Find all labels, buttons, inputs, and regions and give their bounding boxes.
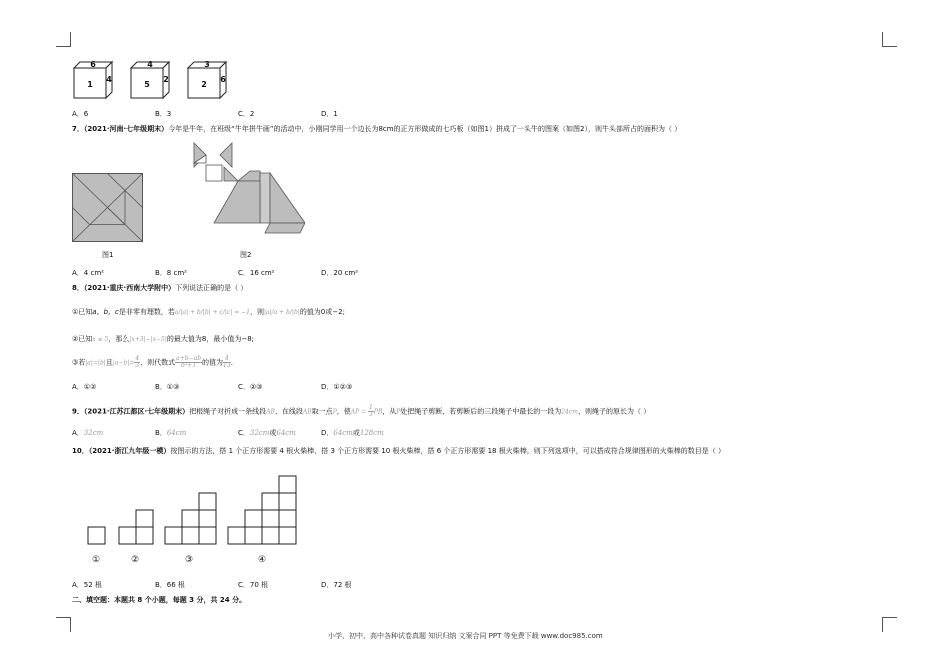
q10-stem [72, 447, 725, 456]
q10-option-d[interactable]: D．72 根 [321, 581, 352, 589]
figure-label-1: ① [92, 555, 101, 565]
q9-option-d[interactable] [321, 428, 384, 438]
cube-3-side: 6 [220, 75, 226, 84]
q9-stem [72, 405, 650, 418]
option-letter: A． [72, 429, 84, 437]
q8-statement-2 [72, 335, 254, 344]
cube-1-side: 4 [106, 75, 112, 84]
q8-s3-frac-expr [175, 356, 202, 369]
frac-den: b²+1 [181, 362, 197, 369]
q7-option-c[interactable]: C．16 cm² [238, 269, 275, 277]
q8-s1-formula: a/|a| + b/|b| + c/|c| = −1 [174, 309, 250, 316]
q9-text-d: ，使 [336, 407, 351, 416]
frac-num: 4 [224, 355, 229, 362]
q8-s1-then: ，则 [250, 308, 264, 316]
q9-math-ap: AP = [350, 408, 368, 416]
figure-label-4: ④ [258, 555, 267, 565]
option-value-2: 64cm [276, 429, 296, 437]
q8-source: （2021·重庆·西南大学附中） [83, 284, 176, 292]
cube-figures [70, 58, 240, 104]
q7-option-b[interactable]: B．8 cm² [155, 269, 187, 277]
tangram-figure-2 [190, 141, 305, 241]
q8-s3-end: ． [230, 358, 238, 367]
q9-text-f: 处把绳子剪断，若剪断后的三段绳子中最长的一段为 [400, 407, 562, 416]
q6-option-b[interactable]: B．3 [155, 110, 172, 118]
q9-source: （2021·江苏江都区·七年级期末） [83, 407, 190, 416]
q8-s1-expr: |a|/a + b/|b| [264, 309, 300, 316]
q7-option-d[interactable]: D．20 cm² [321, 269, 358, 277]
q8-s2-lead: ②已知 [72, 335, 93, 343]
q8-s2-then: ，那么 [108, 335, 130, 343]
q9-text-e: ，从 [382, 407, 397, 416]
figure-label-3: ③ [185, 555, 194, 565]
q10-number: 10． [72, 447, 89, 455]
q8-number: 8． [72, 284, 84, 292]
crop-mark-bottom-left [56, 617, 71, 632]
q9-math-pb: PB [373, 408, 383, 416]
q8-s3-value-label: 的值为 [202, 358, 224, 367]
crop-mark-bottom-right [882, 617, 897, 632]
q8-s1-vars: a，b，c [92, 308, 119, 316]
q6-option-c[interactable]: C．2 [238, 110, 255, 118]
bull-horn-right [220, 143, 232, 167]
figure-label-2: ② [131, 555, 140, 565]
option-letter: D． [321, 429, 334, 437]
q8-s3-lead: ③若 [72, 358, 86, 367]
cube-1-front: 1 [87, 80, 93, 89]
q7-text: 今年是牛年，在班级“牛年拼牛画”的活动中，小刚同学用一个边长为8cm的正方形做成的七巧板（如图1）拼成了一头牛的图案（如图2），则牛头部所占的面积为（ ） [168, 125, 682, 133]
q8-option-c[interactable]: C．②③ [238, 383, 263, 391]
option-value: 64cm [166, 429, 187, 437]
q9-text-c: 取一点 [311, 407, 333, 416]
q8-s3-cond2: |a−b|= [112, 359, 135, 367]
q6-option-a[interactable]: A．6 [72, 110, 89, 118]
q9-text-b: ，在线段 [274, 407, 303, 416]
q10-option-b[interactable]: B．66 根 [155, 581, 185, 589]
option-or: 或 [269, 429, 277, 437]
frac-den: 3 [135, 362, 140, 369]
q8-s2-expr: |x+3|−|x−5| [129, 336, 167, 343]
q10-source: （2021·浙江九年级一模） [88, 447, 171, 455]
crop-mark-top-right [882, 32, 897, 47]
q8-option-d[interactable]: D．①②③ [321, 383, 353, 391]
q9-math-p: P [332, 408, 337, 416]
q7-number: 7． [72, 125, 84, 133]
q9-option-a[interactable] [72, 428, 103, 438]
q9-number: 9． [72, 407, 84, 416]
q8-stem [72, 284, 247, 293]
frac-num: 1 [368, 404, 373, 411]
q8-s3-cond1: |a|=|b| [85, 359, 106, 367]
page-footer: 小学、初中、高中各种试卷真题 知识归纳 文案合同 PPT 等免费下载 www.doc985.com [328, 632, 603, 640]
section-heading-fill-in: 二、填空题：本题共 8 个小题，每题 3 分，共 24 分。 [72, 596, 247, 604]
cube-1-top: 6 [90, 60, 96, 69]
q9-option-b[interactable] [155, 428, 186, 438]
cube-3-top: 3 [204, 60, 210, 69]
bull-head [206, 165, 222, 181]
tangram-caption-1: 图1 [102, 251, 114, 259]
q10-option-c[interactable]: C．70 根 [238, 581, 269, 589]
cube-2-front: 5 [144, 80, 150, 89]
q8-text: 下列说法正确的是（ ） [175, 284, 248, 292]
frac-den: 13 [223, 362, 231, 369]
q8-s1-lead: ①已知 [72, 308, 93, 316]
cube-3-front: 2 [201, 80, 207, 89]
cube-2-side: 2 [163, 75, 169, 84]
option-letter: C． [238, 429, 250, 437]
q8-s2-cond: x ≤ 5 [92, 336, 109, 343]
q8-statement-1 [72, 308, 345, 317]
q9-math-p-2: P [396, 408, 401, 416]
tangram-figure-1 [72, 173, 144, 243]
matchstick-figures [85, 470, 305, 550]
option-value: 32cm [83, 429, 104, 437]
frac-den: 3 [368, 411, 373, 418]
q8-s3-and: 且 [105, 358, 113, 367]
frac-num: 4 [135, 355, 140, 362]
q9-text-a: 把根绳子对折成一条线段 [189, 407, 267, 416]
q10-text: 按图示的方法，搭 1 个正方形需要 4 根火柴棒，搭 3 个正方形需要 10 根火柴棒，搭 6 个正方形需要 18 根火柴棒，则下列选项中，可以搭成符合规律图形的火柴棒的数目是（ ） [170, 447, 725, 455]
option-or: 或 [352, 429, 360, 437]
cube-2-top: 4 [147, 60, 153, 69]
q6-option-d[interactable]: D．1 [321, 110, 338, 118]
frac-num: a+b−ab [176, 355, 202, 362]
q8-s1-cond: 是非零有理数，若 [118, 308, 175, 316]
q7-stem [72, 125, 681, 134]
q8-s1-result: 的值为0或−2; [299, 308, 345, 316]
q8-option-a[interactable]: A．①② [72, 383, 97, 391]
crop-mark-top-left [56, 32, 71, 47]
option-letter: B． [155, 429, 167, 437]
q9-text-g: ，则绳子的原长为（ ） [577, 407, 651, 416]
option-value-2: 128cm [359, 429, 384, 437]
q8-option-b[interactable]: B．①③ [155, 383, 180, 391]
q10-option-a[interactable]: A．52 根 [72, 581, 102, 589]
q9-math-ab-2: AB [302, 408, 312, 416]
q8-s3-expr-label: ，则代数式 [140, 358, 176, 367]
q8-s2-result: 的最大值为8，最小值为−8; [166, 335, 255, 343]
q7-source: （2021·河南·七年级期末） [83, 125, 169, 133]
q9-math-24: 24cm [561, 408, 578, 416]
q9-math-ab: AB [266, 408, 275, 416]
option-value: 32cm [249, 429, 270, 437]
q7-option-a[interactable]: A．4 cm² [72, 269, 104, 277]
q9-option-c[interactable] [238, 428, 296, 438]
tangram-caption-2: 图2 [240, 251, 252, 259]
q8-statement-3 [72, 356, 238, 369]
option-value: 64cm [333, 429, 353, 437]
q8-s3-frac-result [223, 356, 231, 369]
